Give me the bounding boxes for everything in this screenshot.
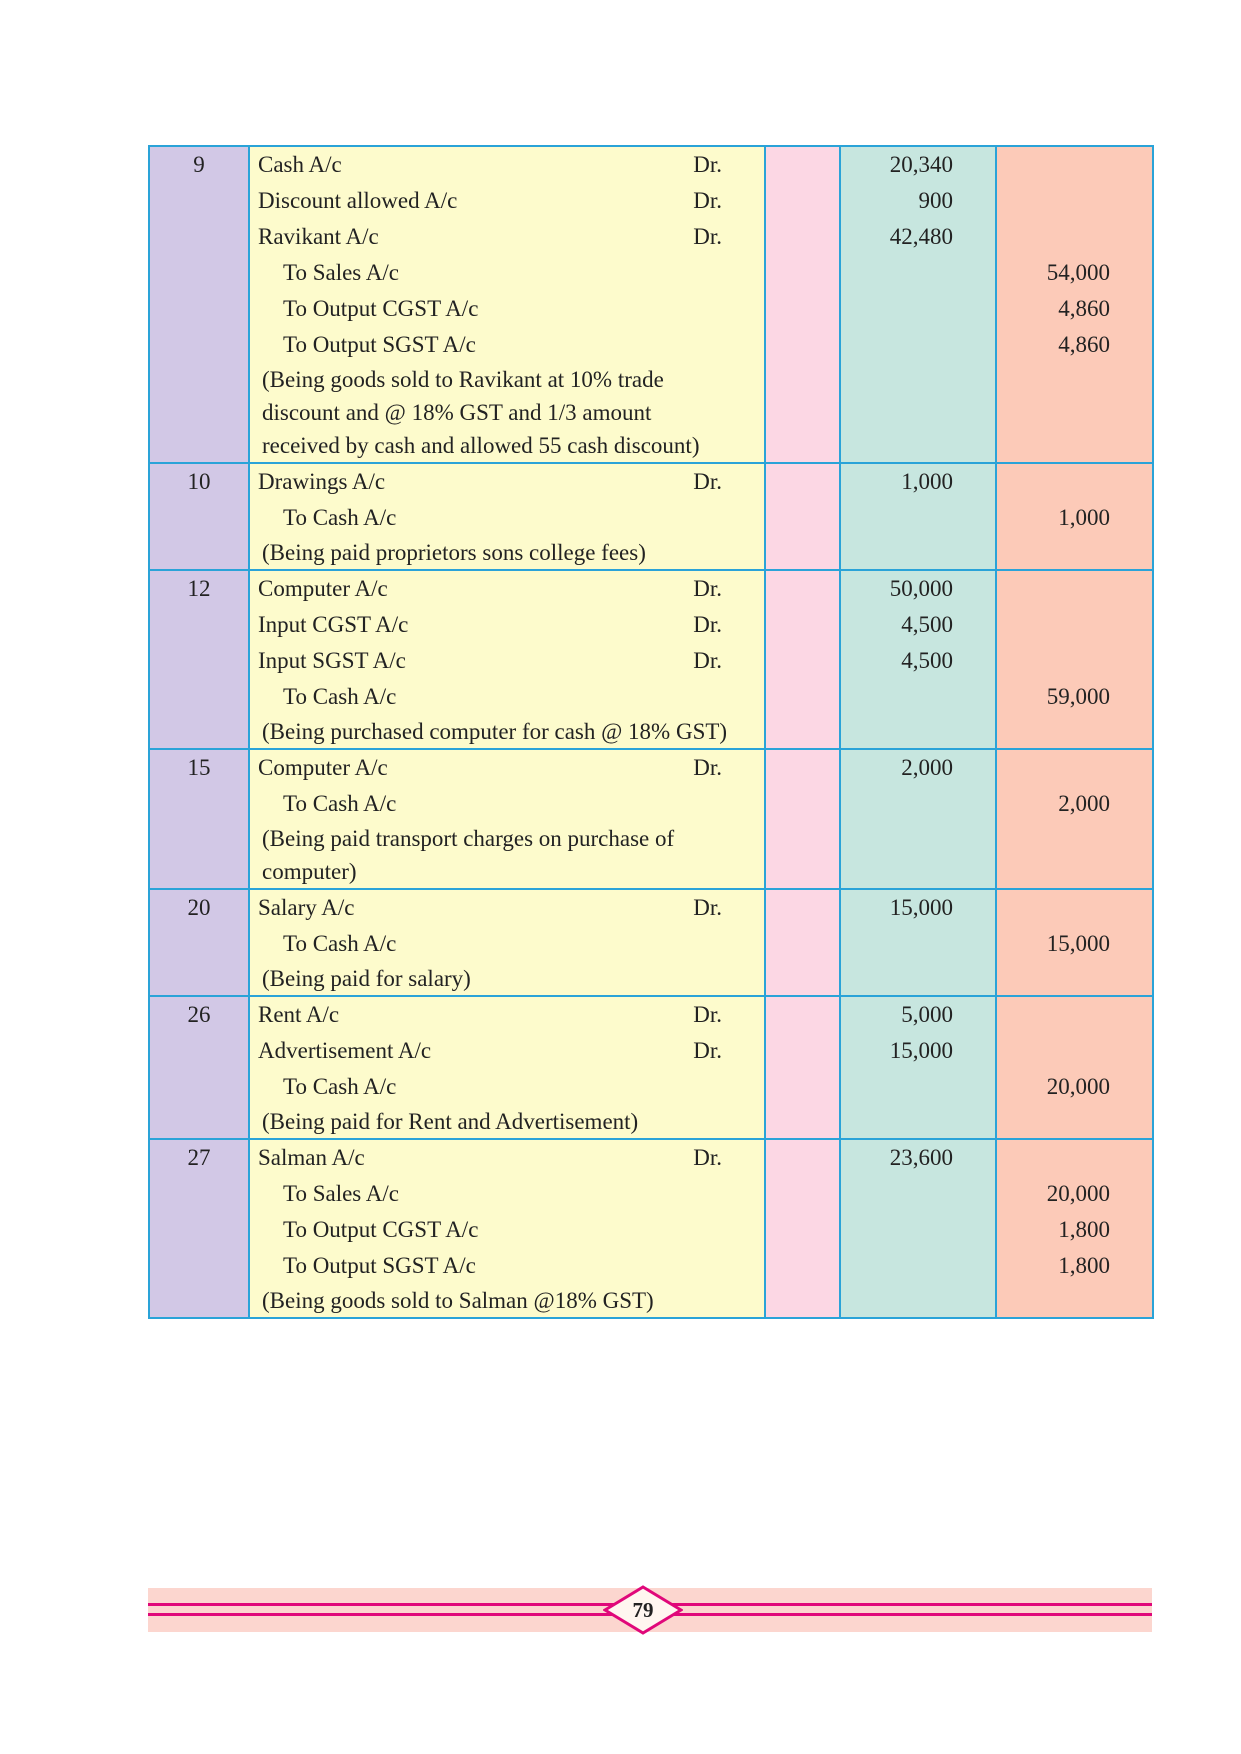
entry-particulars (249, 749, 765, 889)
credit-amount (997, 997, 1110, 1033)
entry-credit-amounts (996, 749, 1153, 889)
journal-entry-row (149, 146, 1153, 463)
account-name: To Output SGST A/c (283, 332, 476, 357)
credit-amount: 20,000 (1046, 1074, 1110, 1099)
debit-amount: 4,500 (901, 648, 953, 673)
debit-mark: Dr. (693, 152, 722, 177)
entry-credit-amounts (996, 1139, 1153, 1318)
debit-amount (841, 1069, 953, 1105)
debit-mark: Dr. (693, 1038, 722, 1063)
particular-line (258, 183, 730, 219)
debit-mark: Dr. (693, 612, 722, 637)
account-name: Discount allowed A/c (258, 188, 458, 213)
debit-mark: Dr. (693, 224, 722, 249)
journal-entry-row (149, 1139, 1153, 1318)
particular-line (258, 1176, 730, 1212)
entry-particulars (249, 463, 765, 570)
credit-amount (997, 607, 1110, 643)
credit-amount (997, 147, 1110, 183)
debit-amount (841, 291, 953, 327)
entry-debit-amounts (840, 889, 996, 996)
account-name: Advertisement A/c (258, 1038, 432, 1063)
account-name: Input CGST A/c (258, 612, 409, 637)
entry-ledger-folio (765, 463, 840, 570)
particular-line (258, 219, 730, 255)
credit-amount: 2,000 (1058, 791, 1110, 816)
debit-mark (722, 291, 730, 327)
entry-debit-amounts (840, 1139, 996, 1318)
credit-amount: 1,000 (1058, 505, 1110, 530)
entry-credit-amounts (996, 996, 1153, 1139)
debit-amount: 50,000 (889, 576, 953, 601)
debit-mark (722, 786, 730, 822)
credit-amount: 1,800 (1058, 1253, 1110, 1278)
entry-narration: (Being goods sold to Ravikant at 10% trade discount and @ 18% GST and 1/3 amount received by cash and allowed 55 cash discount) (262, 367, 700, 458)
particular-line (258, 571, 730, 607)
debit-mark (722, 255, 730, 291)
entry-date: 10 (149, 463, 249, 570)
entry-particulars (249, 1139, 765, 1318)
page-footer (148, 1588, 1152, 1632)
particular-line (258, 926, 730, 962)
particular-line (258, 464, 730, 500)
entry-debit-amounts (840, 463, 996, 570)
entry-particulars (249, 889, 765, 996)
account-name: To Sales A/c (283, 260, 399, 285)
entry-ledger-folio (765, 996, 840, 1139)
credit-amount (997, 571, 1110, 607)
particular-line (258, 1248, 730, 1284)
debit-mark (722, 679, 730, 715)
debit-mark: Dr. (693, 1145, 722, 1170)
particular-line (258, 643, 730, 679)
entry-ledger-folio (765, 1139, 840, 1318)
debit-mark (722, 926, 730, 962)
entry-ledger-folio (765, 889, 840, 996)
particular-line (258, 890, 730, 926)
entry-ledger-folio (765, 749, 840, 889)
debit-amount: 23,600 (889, 1145, 953, 1170)
credit-amount: 4,860 (1058, 296, 1110, 321)
credit-amount (997, 464, 1110, 500)
entry-date: 12 (149, 570, 249, 749)
credit-amount (997, 1033, 1110, 1069)
account-name: Input SGST A/c (258, 648, 406, 673)
credit-amount: 20,000 (1046, 1181, 1110, 1206)
entry-debit-amounts (840, 996, 996, 1139)
entry-debit-amounts (840, 146, 996, 463)
account-name: To Output CGST A/c (283, 296, 479, 321)
debit-mark: Dr. (693, 895, 722, 920)
entry-particulars (249, 570, 765, 749)
debit-mark: Dr. (693, 188, 722, 213)
account-name: Salman A/c (258, 1145, 365, 1170)
account-name: Drawings A/c (258, 469, 386, 494)
account-name: To Sales A/c (283, 1181, 399, 1206)
debit-mark (722, 500, 730, 536)
entry-credit-amounts (996, 570, 1153, 749)
debit-mark: Dr. (693, 1002, 722, 1027)
credit-amount: 54,000 (1046, 260, 1110, 285)
entry-date: 26 (149, 996, 249, 1139)
debit-amount: 5,000 (901, 1002, 953, 1027)
debit-amount: 900 (918, 188, 953, 213)
account-name: To Cash A/c (283, 684, 397, 709)
debit-amount (841, 500, 953, 536)
entry-debit-amounts (840, 570, 996, 749)
entry-particulars (249, 146, 765, 463)
credit-amount (997, 750, 1110, 786)
debit-amount: 15,000 (889, 1038, 953, 1063)
particular-line (258, 607, 730, 643)
entry-narration: (Being goods sold to Salman @18% GST) (262, 1288, 654, 1313)
entry-ledger-folio (765, 146, 840, 463)
entry-particulars (249, 996, 765, 1139)
entry-ledger-folio (765, 570, 840, 749)
entry-date: 9 (149, 146, 249, 463)
debit-amount (841, 255, 953, 291)
debit-amount: 4,500 (901, 612, 953, 637)
journal-entry-row (149, 889, 1153, 996)
debit-mark: Dr. (693, 648, 722, 673)
account-name: Cash A/c (258, 152, 342, 177)
particular-line (258, 786, 730, 822)
entry-narration: (Being paid proprietors sons college fees) (262, 540, 646, 565)
particular-line (258, 1069, 730, 1105)
debit-mark (722, 1248, 730, 1284)
debit-mark (722, 1176, 730, 1212)
entry-credit-amounts (996, 146, 1153, 463)
entry-date: 27 (149, 1139, 249, 1318)
debit-amount (841, 1248, 953, 1284)
particular-line (258, 1212, 730, 1248)
credit-amount (997, 183, 1110, 219)
journal-entry-row (149, 996, 1153, 1139)
entry-narration: (Being purchased computer for cash @ 18% GST) (262, 719, 728, 744)
credit-amount: 1,800 (1058, 1217, 1110, 1242)
page-number-badge (618, 1585, 668, 1635)
credit-amount (997, 890, 1110, 926)
entry-date: 20 (149, 889, 249, 996)
account-name: Ravikant A/c (258, 224, 379, 249)
account-name: To Cash A/c (283, 931, 397, 956)
particular-line (258, 147, 730, 183)
particular-line (258, 255, 730, 291)
debit-amount: 15,000 (889, 895, 953, 920)
debit-mark (722, 1069, 730, 1105)
account-name: Computer A/c (258, 576, 388, 601)
journal-entry-row (149, 463, 1153, 570)
particular-line (258, 327, 730, 363)
credit-amount: 15,000 (1046, 931, 1110, 956)
debit-amount (841, 327, 953, 363)
account-name: Rent A/c (258, 1002, 340, 1027)
debit-amount: 2,000 (901, 755, 953, 780)
particular-line (258, 1033, 730, 1069)
debit-amount: 42,480 (889, 224, 953, 249)
debit-amount: 20,340 (889, 152, 953, 177)
entry-credit-amounts (996, 463, 1153, 570)
account-name: Computer A/c (258, 755, 388, 780)
debit-amount (841, 786, 953, 822)
entry-narration: (Being paid transport charges on purchase of computer) (262, 826, 675, 884)
particular-line (258, 750, 730, 786)
debit-amount (841, 926, 953, 962)
debit-amount (841, 1212, 953, 1248)
debit-amount (841, 1176, 953, 1212)
entry-credit-amounts (996, 889, 1153, 996)
particular-line (258, 500, 730, 536)
journal-entry-row (149, 570, 1153, 749)
debit-amount (841, 679, 953, 715)
debit-mark (722, 327, 730, 363)
account-name: To Cash A/c (283, 791, 397, 816)
account-name: To Cash A/c (283, 505, 397, 530)
credit-amount (997, 1140, 1110, 1176)
journal-table (148, 145, 1154, 1319)
debit-mark: Dr. (693, 576, 722, 601)
entry-debit-amounts (840, 749, 996, 889)
account-name: To Output SGST A/c (283, 1253, 476, 1278)
entry-date: 15 (149, 749, 249, 889)
credit-amount: 4,860 (1058, 332, 1110, 357)
account-name: Salary A/c (258, 895, 355, 920)
entry-narration: (Being paid for Rent and Advertisement) (262, 1109, 639, 1134)
debit-amount: 1,000 (901, 469, 953, 494)
credit-amount (997, 219, 1110, 255)
particular-line (258, 1140, 730, 1176)
credit-amount (997, 643, 1110, 679)
debit-mark (722, 1212, 730, 1248)
particular-line (258, 679, 730, 715)
debit-mark: Dr. (693, 755, 722, 780)
journal-body (149, 146, 1153, 1318)
particular-line (258, 997, 730, 1033)
credit-amount: 59,000 (1046, 684, 1110, 709)
account-name: To Output CGST A/c (283, 1217, 479, 1242)
page-number: 79 (632, 1597, 654, 1622)
particular-line (258, 291, 730, 327)
entry-narration: (Being paid for salary) (262, 966, 471, 991)
journal-entry-row (149, 749, 1153, 889)
debit-mark: Dr. (693, 469, 722, 494)
account-name: To Cash A/c (283, 1074, 397, 1099)
